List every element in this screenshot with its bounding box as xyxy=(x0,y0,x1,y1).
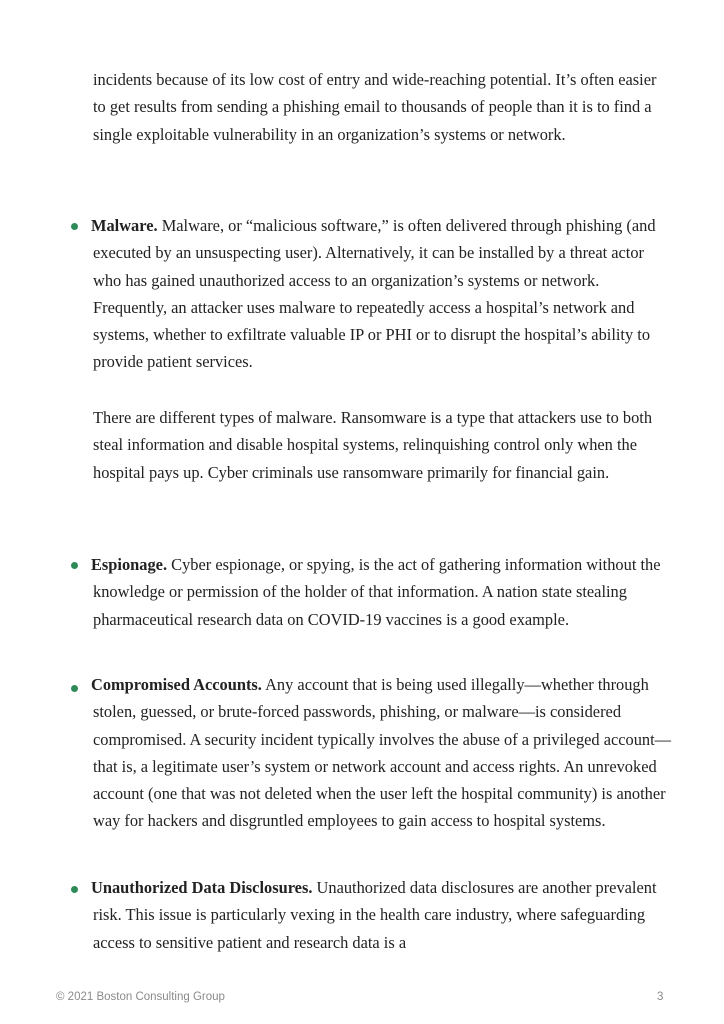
bullet-icon xyxy=(71,886,78,893)
list-item-text: Malware, or “malicious software,” is often delivered through phishing (and executed by an unsuspecting user). Alternatively, it can be installed by a threat actor who has gained unauthorized access to an organization’s systems or network. Frequently, an attacker uses malware to repeatedly access a hospital’s network and systems, whether to exfiltrate valuable IP or PHI or to disrupt the hospital’s ability to provide patient services. xyxy=(93,216,656,372)
list-item-malware xyxy=(93,212,673,376)
list-item-lead: Unauthorized Data Disclosures. xyxy=(91,878,313,897)
continuation-paragraph: incidents because of its low cost of entry and wide-reaching potential. It’s often easier to get results from sending a phishing email to thousands of people than it is to find a single exploitable vulnerability in an organization’s systems or network. xyxy=(93,70,657,144)
list-item-espionage xyxy=(93,551,673,633)
page-number: 3 xyxy=(657,991,664,1003)
list-item-malware-extra: There are different types of malware. Ransomware is a type that attackers use to both steal information and disable hospital systems, relinquishing control only when the hospital pays up. Cyber criminals use ransomware primarily for financial gain. xyxy=(93,408,653,482)
list-item-text: Unauthorized data disclosures are another prevalent risk. This issue is particularly vexing in the health care industry, where safeguarding access to sensitive patient and research data is a xyxy=(93,878,657,952)
list-item-lead: Compromised Accounts. xyxy=(91,675,262,694)
list-item-text: Cyber espionage, or spying, is the act of gathering information without the knowledge or permission of the holder of that information. A nation state stealing pharmaceutical research data on COVID-19 vaccines is a good example. xyxy=(93,555,661,629)
list-item-compromised-accounts xyxy=(93,671,673,835)
bullet-icon xyxy=(71,685,78,692)
bullet-icon xyxy=(71,223,78,230)
bullet-icon xyxy=(71,562,78,569)
list-item-lead: Espionage. xyxy=(91,555,168,574)
list-item-text: Any account that is being used illegally—whether through stolen, guessed, or brute-forced passwords, phishing, or malware—is considered compromised. A security incident typically involves the abuse of a privileged account—that is, a legitimate user’s system or network account and access rights. An unrevoked account (one that was not deleted when the user left the hospital community) is another way for hackers and disgruntled employees to gain access to hospital systems. xyxy=(93,675,672,831)
list-item-lead: Malware. xyxy=(91,216,158,235)
footer-copyright: © 2021 Boston Consulting Group xyxy=(56,991,225,1003)
list-item-unauthorized-data-disclosures xyxy=(93,874,673,956)
